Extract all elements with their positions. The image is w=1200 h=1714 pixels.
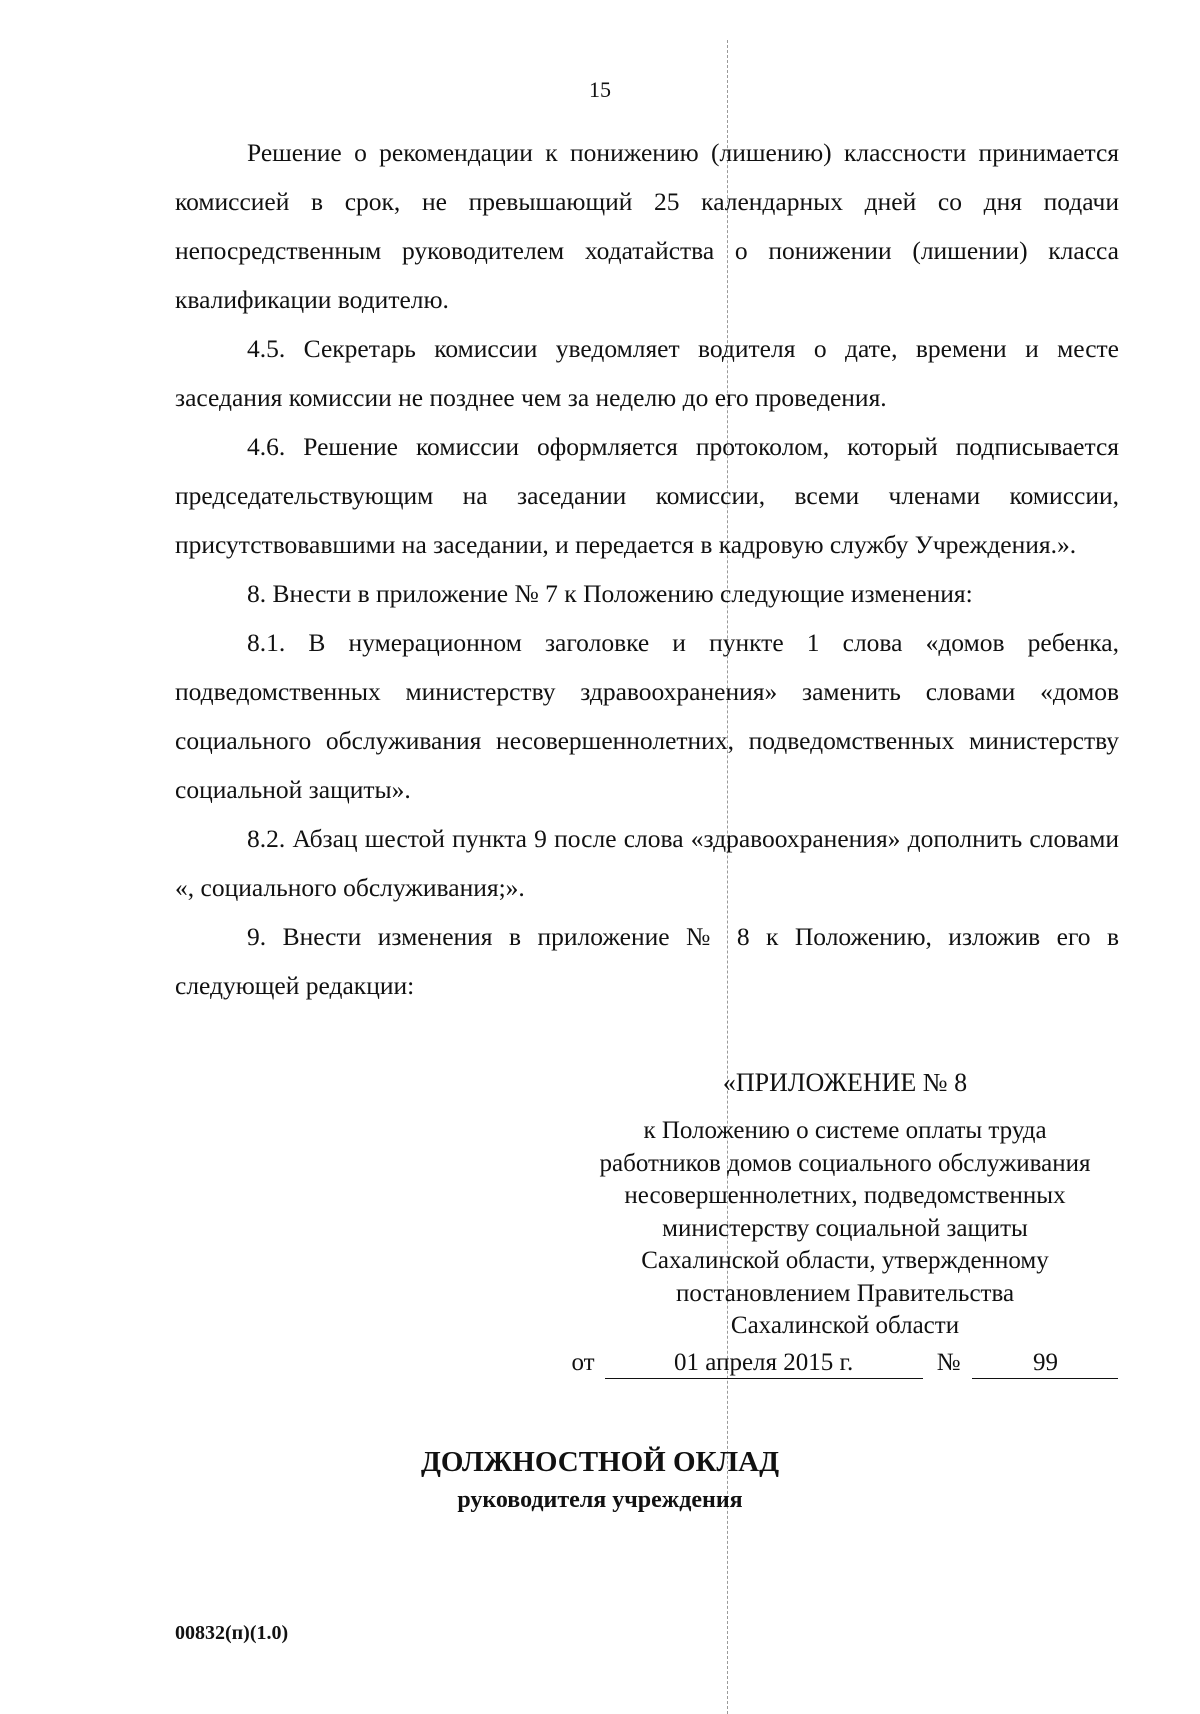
annex-line: министерству социальной защиты [662, 1214, 1028, 1242]
paragraph-8-1: 8.1. В нумерационном заголовке и пункте 1 слова «домов ребенка, подведомственных министерству здравоохранения» заменить словами «домов социального обслуживания несовершеннолетних, подведомственных министерству социальной защиты». [175, 628, 1119, 804]
annex-block [540, 1065, 1150, 1379]
paragraph-4-6: 4.6. Решение комиссии оформляется протоколом, который подписывается председательствующим на заседании комиссии, всеми членами комиссии, присутствовавшими на заседании, и передается в кадровую службу Учреждения.». [175, 432, 1119, 559]
paragraph-4-5: 4.5. Секретарь комиссии уведомляет водителя о дате, времени и месте заседания комиссии не позднее чем за неделю до его проведения. [175, 334, 1119, 412]
heading-subtitle: руководителя учреждения [457, 1487, 743, 1513]
annex-line: работников домов социального обслуживания [599, 1149, 1091, 1177]
body-text [175, 128, 1119, 1010]
section-heading [0, 1442, 1200, 1518]
date-prefix: от [571, 1348, 595, 1376]
paragraph-decision-deadline: Решение о рекомендации к понижению (лишению) классности принимается комиссией в срок, не превышающий 25 календарных дней со дня подачи непосредственным руководителем ходатайства о понижении (лишении) класса квалификации водителю. [175, 138, 1119, 314]
page-number: 15 [589, 77, 611, 102]
annex-line: Сахалинской области, утвержденному [641, 1247, 1049, 1274]
annex-line: несовершеннолетних, подведомственных [624, 1182, 1066, 1209]
heading-title: ДОЛЖНОСТНОЙ ОКЛАД [420, 1446, 780, 1478]
annex-line: постановлением Правительства [675, 1279, 1015, 1307]
annex-line: к Положению о системе оплаты труда [643, 1117, 1047, 1144]
paragraph-9: 9. Внести изменения в приложение № 8 к Положению, изложив его в следующей редакции: [175, 922, 1119, 1000]
annex-date-row [540, 1347, 1150, 1380]
annex-date: 01 апреля 2015 г. [605, 1348, 923, 1379]
annex-line: Сахалинской области [730, 1312, 960, 1339]
annex-number: 99 [972, 1348, 1118, 1379]
paragraph-8-2: 8.2. Абзац шестой пункта 9 после слова «здравоохранения» дополнить словами «, социального обслуживания;». [175, 824, 1119, 902]
annex-title: «ПРИЛОЖЕНИЕ № 8 [722, 1068, 968, 1097]
number-prefix: № [936, 1348, 961, 1376]
document-code: 00832(п)(1.0) [175, 1622, 289, 1644]
paragraph-8: 8. Внести в приложение № 7 к Положению следующие изменения: [247, 579, 973, 608]
